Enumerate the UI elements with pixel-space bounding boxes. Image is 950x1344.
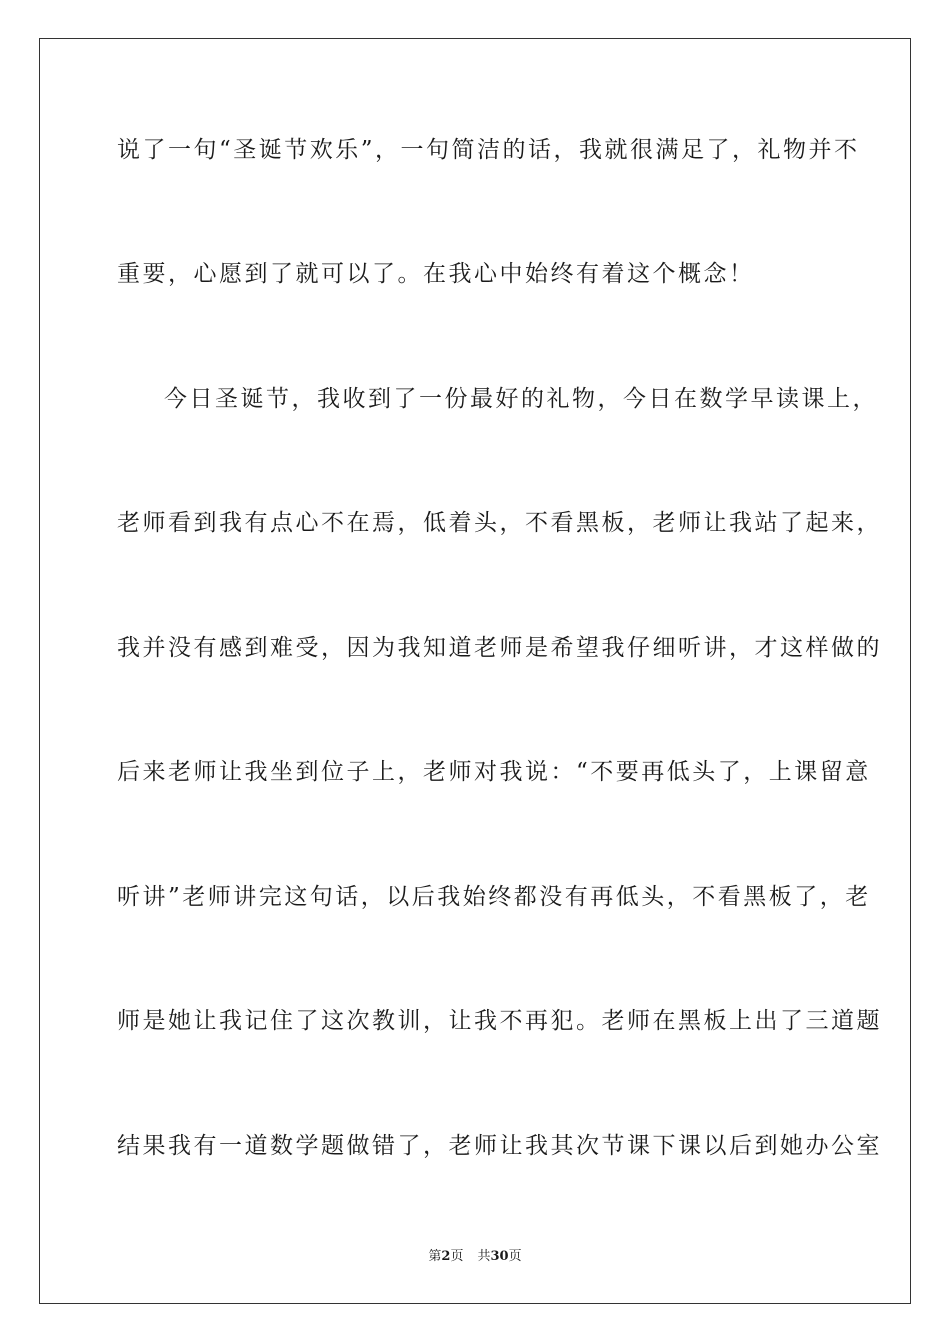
total-page-count: 30	[490, 1249, 509, 1264]
text-line-2: 重要，心愿到了就可以了。在我心中始终有着这个概念！	[117, 261, 755, 287]
text-line-8: 师是她让我记住了这次教训，让我不再犯。老师在黑板上出了三道题	[117, 1008, 882, 1034]
page-label-prefix: 第	[428, 1249, 442, 1264]
text-line-3-paragraph-start: 今日圣诞节，我收到了一份最好的礼物，今日在数学早读课上，	[164, 386, 878, 412]
current-page-number: 2	[441, 1249, 451, 1264]
page-footer	[0, 1248, 950, 1266]
text-line-6: 后来老师让我坐到位子上，老师对我说：“不要再低头了，上课留意	[117, 759, 871, 785]
text-line-4: 老师看到我有点心不在焉，低着头，不看黑板，老师让我站了起来，	[117, 510, 882, 536]
text-line-5: 我并没有感到难受，因为我知道老师是希望我仔细听讲，才这样做的	[117, 635, 882, 661]
text-line-1: 说了一句“圣诞节欢乐”，一句简洁的话，我就很满足了，礼物并不	[117, 137, 860, 163]
page-border	[39, 38, 911, 1304]
total-label-suffix: 页	[508, 1249, 522, 1264]
text-line-7: 听讲”老师讲完这句话，以后我始终都没有再低头，不看黑板了，老	[117, 884, 871, 910]
text-line-9: 结果我有一道数学题做错了，老师让我其次节课下课以后到她办公室	[117, 1133, 882, 1159]
page-label-suffix: 页	[450, 1249, 464, 1264]
total-label-prefix: 共	[477, 1249, 491, 1264]
